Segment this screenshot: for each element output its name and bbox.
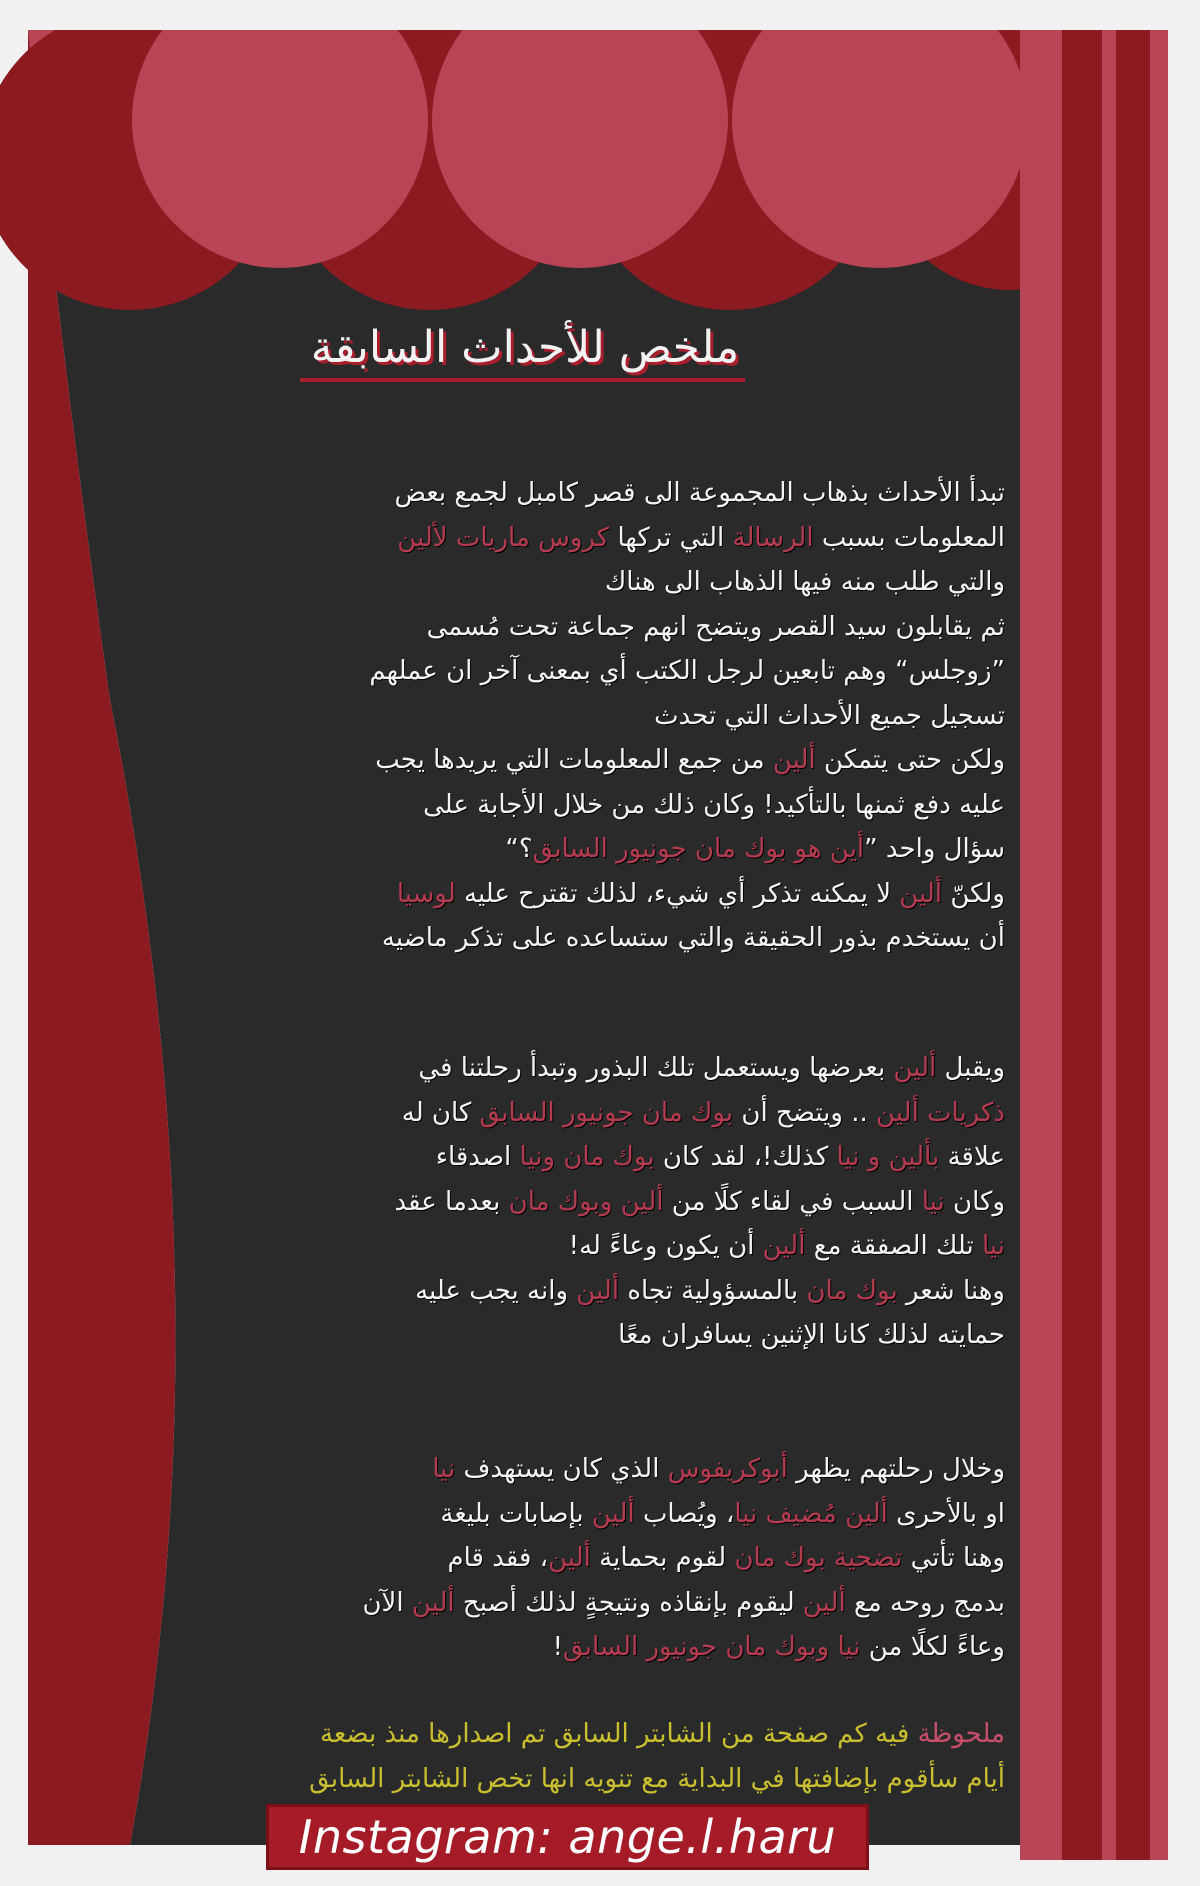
text-segment: تبدأ الأحداث بذهاب المجموعة الى قصر كامبل لجمع بعض [394,478,1005,508]
text-line [165,471,1005,516]
highlighted-name: ألين [893,1053,937,1083]
highlighted-name: ألين [591,1498,635,1529]
highlighted-name: لوسيا [396,878,456,909]
text-line [105,1712,1005,1757]
highlighted-name: نيا وبوك مان جونيور السابق [563,1632,861,1662]
highlighted-name: ألين [772,745,816,775]
highlighted-name: ألين [899,878,943,909]
instagram-handle: Instagram: ange.l.haru [298,1810,837,1864]
text-line [165,872,1005,917]
text-line [165,916,1005,961]
highlighted-name: الرسالة [732,522,814,553]
highlighted-name: ملحوظة [917,1719,1005,1749]
text-segment: وانه يجب عليه [415,1275,577,1306]
highlighted-name: بألين و نيا [836,1142,940,1172]
paragraph-2 [165,1046,1005,1358]
text-segment: وخلال رحلتهم يظهر [787,1454,1005,1484]
highlighted-name: ألين [576,1275,620,1306]
text-segment: سؤال واحد ” [864,834,1005,864]
highlighted-name: ألين [802,1587,846,1618]
text-segment: من جمع المعلومات التي يريدها يجب [375,745,773,775]
text-segment: او بالأحرى [887,1498,1005,1529]
text-line [165,649,1005,694]
highlighted-name: تضحية بوك مان [734,1543,903,1573]
highlighted-name: ألين [762,1231,806,1261]
right-curtain-stripes [1020,30,1168,1860]
text-segment: ليقوم بإنقاذه ونتيجةٍ لذلك أصبح [454,1587,803,1618]
text-line [165,1492,1005,1537]
text-line [165,694,1005,739]
highlighted-name: نيا [432,1454,456,1484]
text-segment: الآن [362,1587,412,1618]
text-line [165,827,1005,872]
highlighted-name: ألين مُضيف نيا [734,1498,888,1529]
text-line [165,560,1005,605]
highlighted-name: نيا [981,1231,1005,1261]
highlighted-name: أبوكريفوس [667,1454,788,1484]
text-line [165,1581,1005,1626]
text-line [165,1269,1005,1314]
text-segment: التي تركها [609,522,733,553]
highlighted-name: بوك مان جونيور السابق [479,1097,734,1128]
text-line [165,738,1005,783]
instagram-badge [266,1804,869,1870]
text-segment: ويقبل [936,1053,1005,1083]
paragraph-3 [165,1447,1005,1670]
text-segment: بالمسؤولية تجاه [619,1275,807,1306]
highlighted-name: ألين [411,1587,455,1618]
text-line [165,1625,1005,1670]
highlighted-name: ألين [548,1543,591,1573]
text-segment: ، ويُصاب [634,1498,735,1529]
highlighted-name: أين هو بوك مان جونيور السابق [532,834,865,864]
text-segment: وكان [944,1186,1005,1217]
text-segment: وعاءً لكلًا من [860,1632,1005,1662]
text-segment: تسجيل جميع الأحداث التي تحدث [654,700,1005,731]
text-segment: أن يكون وعاءً له! [568,1231,763,1261]
text-segment: بعدما عقد [394,1186,509,1217]
page-title: ملخص للأحداث السابقة [310,322,740,373]
text-line [165,516,1005,561]
text-line [165,1091,1005,1136]
text-segment: بإصابات بليغة [440,1498,592,1529]
text-segment: والتي طلب منه فيها الذهاب الى هناك [604,567,1005,597]
text-segment: حمايته لذلك كانا الإثنين يسافران معًا [618,1320,1005,1350]
text-line [165,1180,1005,1225]
text-line [165,1447,1005,1492]
text-segment: لقوم بحماية [590,1543,735,1573]
text-segment: لا يمكنه تذكر أي شيء، لذلك تقترح عليه [455,878,900,909]
text-segment: المعلومات بسبب [813,522,1005,553]
text-segment: ”زوجلس“ وهم تابعين لرجل الكتب أي بمعنى آخر ان عملهم [369,656,1005,686]
text-segment: عليه دفع ثمنها بالتأكيد! وكان ذلك من خلال الأجابة على [423,789,1005,820]
highlighted-name: نيا [921,1186,945,1217]
text-segment: السبب في لقاء كلًا من [663,1186,922,1217]
note-paragraph [105,1712,1005,1801]
text-line [165,1313,1005,1358]
text-segment: وهنا تأتي [902,1543,1005,1573]
highlighted-name: بوك مان [806,1275,898,1306]
text-segment: أيام سأقوم بإضافتها في البداية مع تنويه انها تخص الشابتر السابق [309,1763,1005,1794]
title-underline [300,378,745,382]
text-segment: تلك الصفقة مع [805,1231,982,1261]
text-segment: ؟“ [505,834,533,864]
title-block [200,322,850,392]
text-line [165,1046,1005,1091]
text-segment: الذي كان يستهدف [455,1454,668,1484]
paragraph-1 [165,471,1005,961]
text-line [165,1135,1005,1180]
text-line [165,783,1005,828]
text-segment: اصدقاء [435,1142,520,1172]
highlighted-name: كروس ماريات لألين [397,522,610,553]
text-segment: فيه كم صفحة من الشابتر السابق تم اصدارها منذ بضعة [319,1719,918,1749]
highlighted-name: ألين وبوك مان [508,1186,664,1217]
text-segment: كذلك!، لقد كان [654,1142,837,1172]
text-segment: أن يستخدم بذور الحقيقة والتي ستساعده على تذكر ماضيه [381,923,1005,953]
highlighted-name: ذكريات ألين [876,1097,1005,1128]
text-segment: كان له [401,1097,480,1128]
text-line [165,1536,1005,1581]
highlighted-name: بوك مان ونيا [519,1142,655,1172]
text-segment: .. ويتضح أن [733,1097,877,1128]
text-line [165,605,1005,650]
text-line [105,1757,1005,1802]
text-segment: ولكنّ [942,878,1005,909]
text-segment: بعرضها ويستعمل تلك البذور وتبدأ رحلتنا في [418,1053,894,1083]
text-segment: ثم يقابلون سيد القصر ويتضح انهم جماعة تحت مُسمى [426,611,1005,642]
text-segment: علاقة [939,1142,1005,1172]
text-segment: بدمج روحه مع [845,1587,1005,1618]
text-segment: وهنا شعر [897,1275,1005,1306]
text-line [165,1224,1005,1269]
text-segment: ! [552,1632,564,1662]
text-segment: ، فقد قام [447,1543,549,1573]
text-segment: ولكن حتى يتمكن [815,745,1005,775]
